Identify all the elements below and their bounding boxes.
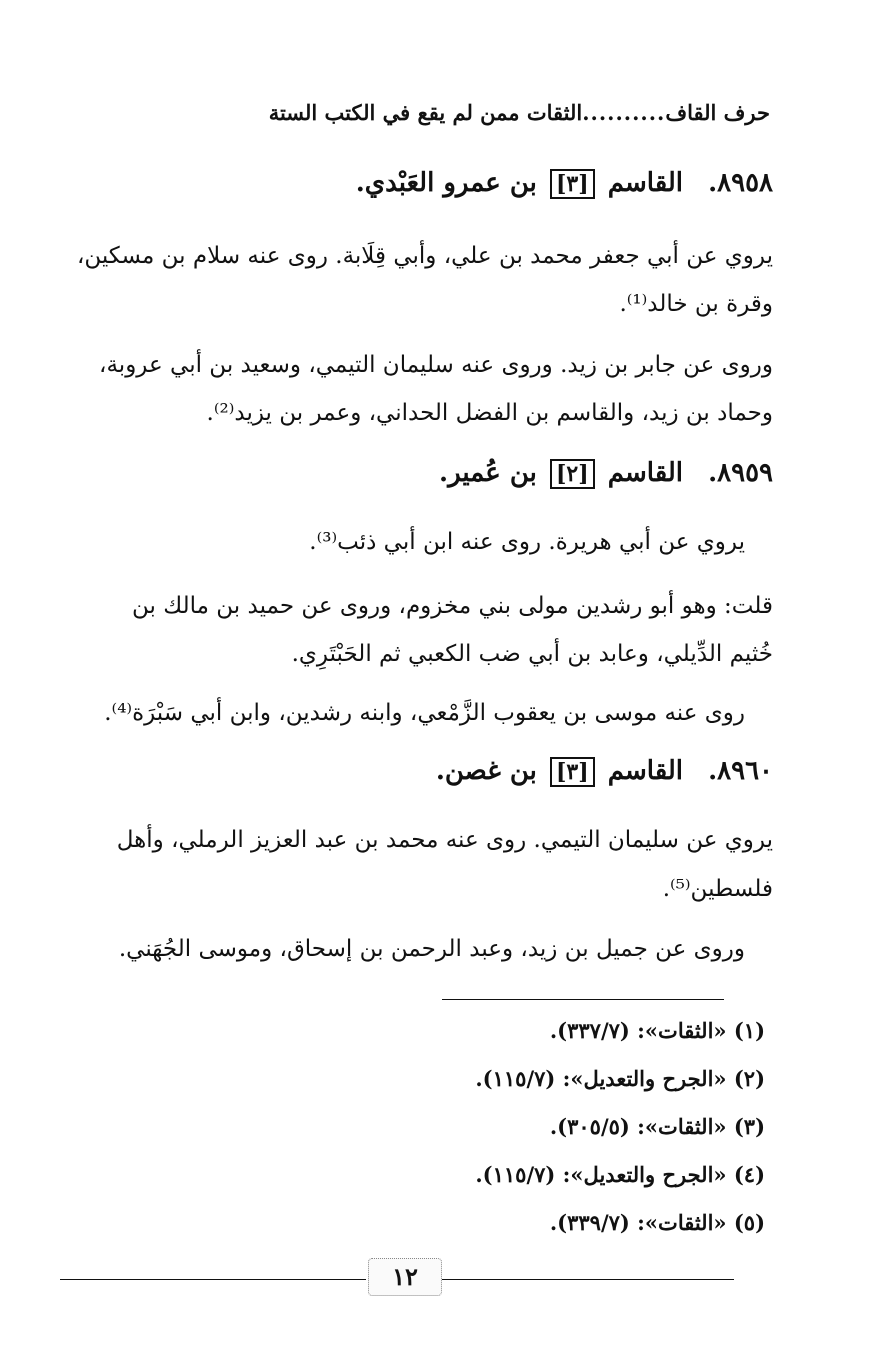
entry-text-line: يروي عن أبي هريرة. روى عنه ابن أبي ذئب⁽³⁾. <box>309 529 745 555</box>
footnote-separator <box>442 999 724 1000</box>
entry-name: القاسم <box>607 168 684 198</box>
header-dots: .......... <box>582 100 666 125</box>
header-subtitle: الثقات ممن لم يقع في الكتب الستة <box>268 100 583 125</box>
entry-name: القاسم <box>607 756 684 786</box>
entry-grade: [٣] <box>550 757 595 787</box>
entry-text-line: وروى عن جابر بن زيد. وروى عنه سليمان التيمي، وسعيد بن أبي عروبة، <box>99 352 773 378</box>
entry-grade: [٢] <box>550 459 595 489</box>
entry-text-line: قلت: وهو أبو رشدين مولى بني مخزوم، وروى عن حميد بن مالك بن <box>132 593 773 619</box>
footer-rule-left <box>60 1279 366 1280</box>
footnote: (١) «الثقات»: (٣٣٧/٧). <box>549 1018 765 1043</box>
page-number: ١٢ <box>368 1258 442 1296</box>
footnote: (٢) «الجرح والتعديل»: (١١٥/٧). <box>475 1066 765 1091</box>
entry-rest: بن عمرو العَبْدي. <box>355 168 537 198</box>
footer-rule-right <box>442 1279 734 1280</box>
entry-number: ٨٩٦٠. <box>708 756 773 786</box>
entry-text-line: خُثيم الدِّيلي، وعابد بن أبي ضب الكعبي ثم الحَبْتَرِي. <box>291 641 773 667</box>
entry-number: ٨٩٥٩. <box>708 458 773 488</box>
entry-heading <box>439 458 773 488</box>
entry-heading <box>356 168 773 198</box>
entry-text-line: فلسطين⁽⁵⁾. <box>662 876 773 902</box>
footnote: (٣) «الثقات»: (٣٠٥/٥). <box>549 1114 765 1139</box>
entry-text-line: وروى عن جميل بن زيد، وعبد الرحمن بن إسحاق، وموسى الجُهَني. <box>118 936 745 962</box>
entry-rest: بن غصن. <box>435 756 537 786</box>
entry-heading <box>436 756 773 786</box>
footnote: (٥) «الثقات»: (٣٣٩/٧). <box>549 1210 765 1235</box>
entry-text-line: روى عنه موسى بن يعقوب الزَّمْعي، وابنه رشدين، وابن أبي سَبْرَة⁽⁴⁾. <box>104 700 745 726</box>
running-header <box>105 100 770 125</box>
entry-text-line: يروي عن سليمان التيمي. روى عنه محمد بن عبد العزيز الرملي، وأهل <box>116 827 773 853</box>
footnote: (٤) «الجرح والتعديل»: (١١٥/٧). <box>475 1162 765 1187</box>
entry-grade: [٣] <box>550 169 595 199</box>
entry-text-line: وحماد بن زيد، والقاسم بن الفضل الحداني، وعمر بن يزيد⁽²⁾. <box>206 400 773 426</box>
entry-text-line: وقرة بن خالد⁽¹⁾. <box>619 291 773 317</box>
entry-text-line: يروي عن أبي جعفر محمد بن علي، وأبي قِلَابة. روى عنه سلام بن مسكين، <box>76 243 773 269</box>
entry-name: القاسم <box>607 458 684 488</box>
entry-number: ٨٩٥٨. <box>708 168 773 198</box>
entry-rest: بن عُمير. <box>439 458 537 488</box>
header-title: حرف القاف <box>665 100 770 125</box>
